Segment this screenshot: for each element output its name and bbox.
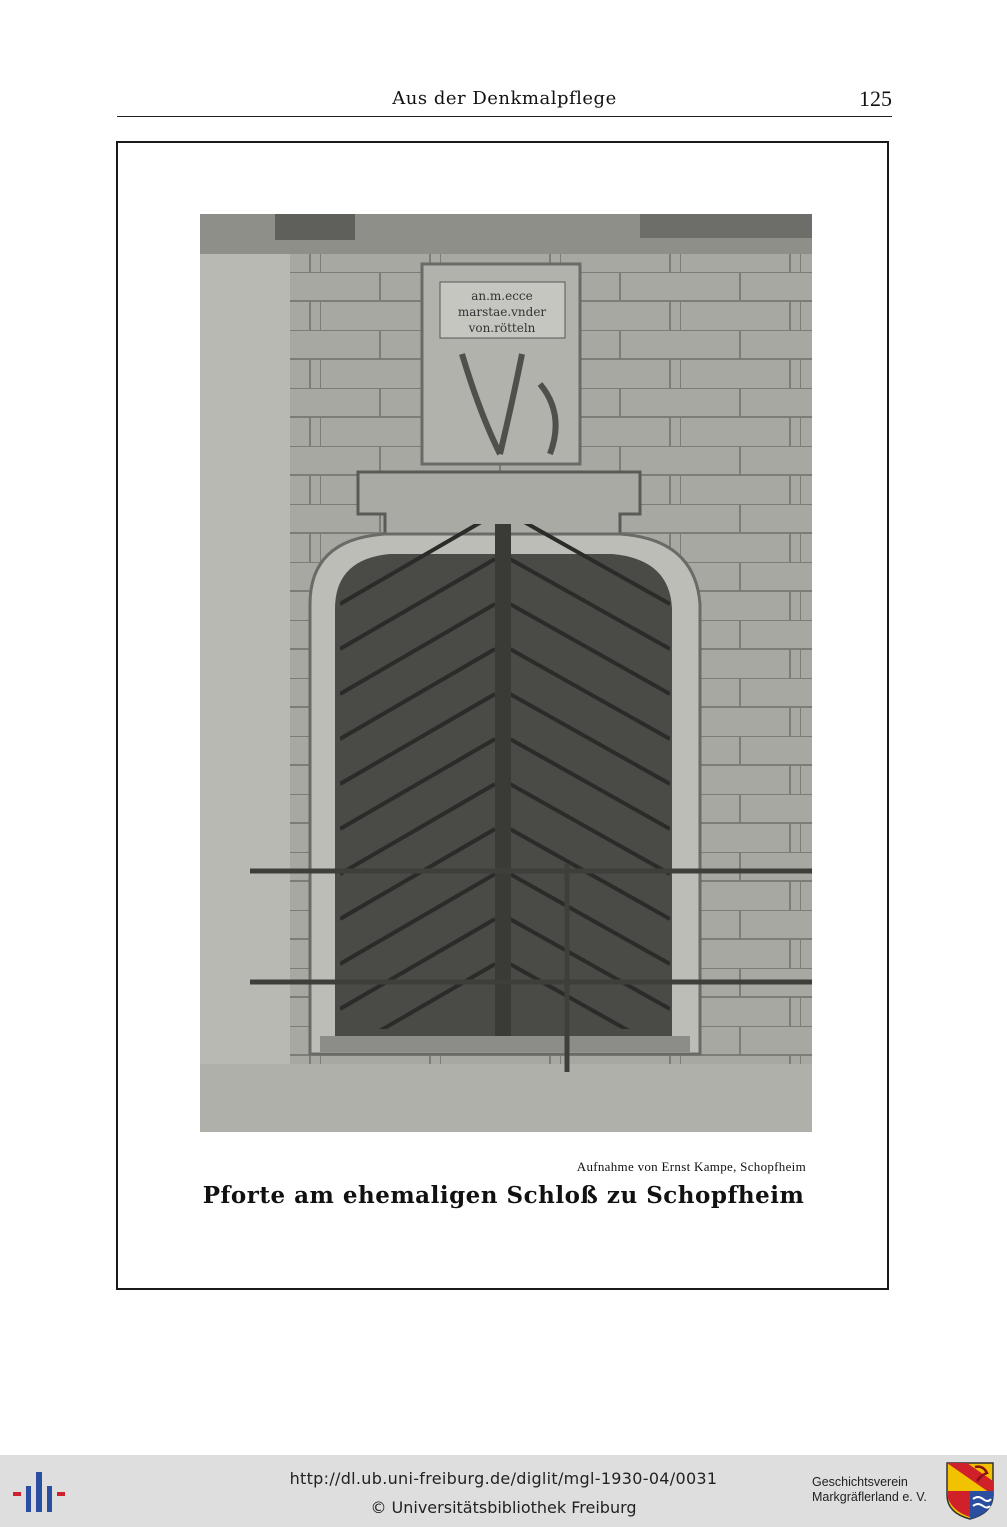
inscription-line-2: marstae.vnder bbox=[457, 305, 547, 319]
inscription-line-3: von.rötteln bbox=[468, 321, 536, 335]
coat-of-arms-icon[interactable] bbox=[945, 1461, 995, 1521]
footer-bar bbox=[0, 1455, 1007, 1527]
society-name bbox=[812, 1475, 942, 1505]
door-photograph-drawing bbox=[200, 214, 812, 1132]
door-photograph bbox=[200, 214, 812, 1132]
running-title: Aus der Denkmalpflege bbox=[392, 88, 617, 109]
photo-credit: Aufnahme von Ernst Kampe, Schopfheim bbox=[576, 1159, 806, 1174]
society-line-1: Geschichtsverein bbox=[812, 1475, 908, 1489]
running-header bbox=[117, 84, 892, 117]
figure-caption: Pforte am ehemaligen Schloß zu Schopfheim bbox=[202, 1182, 805, 1209]
footer-url-link[interactable]: http://dl.ub.uni-freiburg.de/diglit/mgl-1930-04/0031 bbox=[289, 1469, 718, 1488]
inscription-line-1: an.m.ecce bbox=[471, 289, 533, 303]
door-center-stile bbox=[495, 524, 511, 1036]
page-number: 125 bbox=[859, 86, 892, 111]
society-line-2: Markgräflerland e. V. bbox=[812, 1490, 927, 1504]
footer-copyright: © Universitätsbibliothek Freiburg bbox=[370, 1498, 637, 1517]
